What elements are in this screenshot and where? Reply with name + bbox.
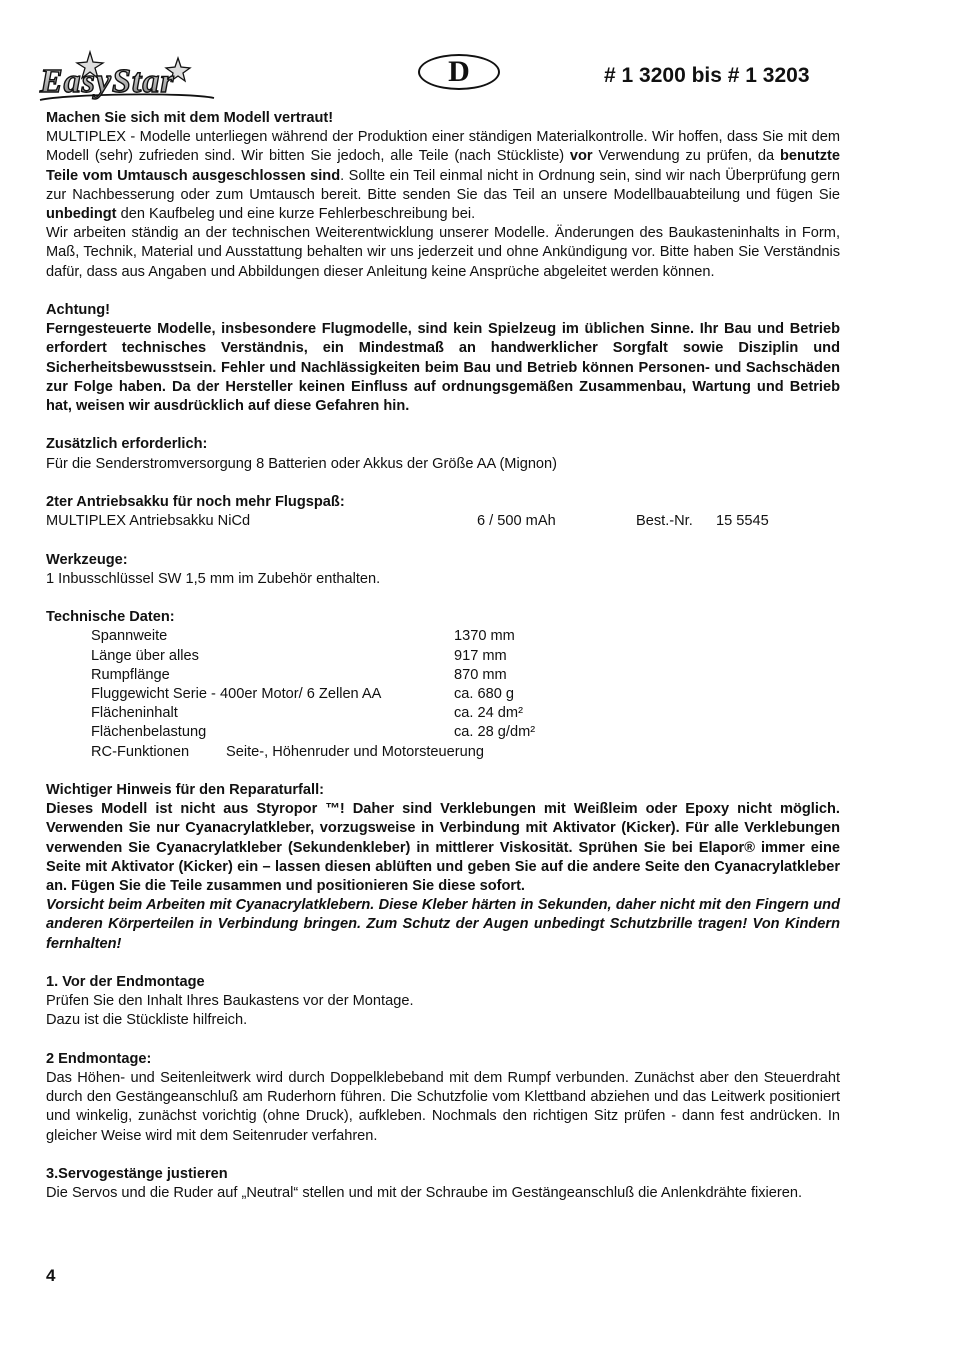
repair-text: Dieses Modell ist nicht aus Styropor ™! Daher sind Verklebungen mit Weißleim oder Epoxy nicht möglich. Verwenden Sie nur Cyanacrylatkleber, vorzugsweise in Verbindung mit Aktivator (Kicker). Für alle Verklebungen verwenden Sie Cyanacrylatkleber (Sekundenkleber) in mittlerer Viskosität. Sprühen Sie bei Elapor® immer eine Seite mit Aktivator (Kicker) ein – lassen diesen ablüften und geben Sie auf die andere Seite den Cyanacrylatkleber an. Fügen Sie die Teile zusammen und positionieren Sie diese sofort.: [46, 801, 840, 895]
spec-row: Spannweite 1370 mm: [91, 628, 515, 645]
repair-caution: Vorsicht beim Arbeiten mit Cyanacrylatklebern. Diese Kleber härten in Sekunden, daher nicht mit den Fingern und anderen Körperteilen in Verbindung bringen. Zum Schutz der Augen unbedingt Schutzbrille tragen! Von Kindern fernhalten!: [46, 897, 840, 952]
step1-heading: 1. Vor der Endmontage: [46, 974, 205, 991]
step3-heading: 3.Servogestänge justieren: [46, 1166, 228, 1183]
step3-text: Die Servos und die Ruder auf „Neutral“ stellen und mit der Schraube im Gestängeanschluß die Anlenkdrähte fixieren.: [46, 1185, 803, 1202]
page-header: [0, 0, 954, 110]
spec-row-rc: RC-Funktionen Seite-, Höhenruder und Motorsteuerung: [91, 743, 484, 760]
battery-heading: 2ter Antriebsakku für noch mehr Flugspaß:: [46, 494, 345, 511]
document-number: # 1 3200 bis # 1 3203: [604, 64, 810, 87]
easystar-logo: [36, 48, 218, 104]
intro-paragraph-1: MULTIPLEX - Modelle unterliegen während der Produktion einer ständigen Materialkontrolle. Wir hoffen, dass Sie mit dem Modell (sehr) zufrieden sind. Wir bitten Sie jedoch, alle Teile (nach Stückliste) vor Verwendung zu prüfen, da benutzte Teile vom Umtausch ausgeschlossen sind. Sollte ein Teil einmal nicht in Ordnung sein, sind wir nach Überprüfung gern zur Nachbesserung oder zum Umtausch bereit. Bitte senden Sie das Teil an unsere Modellbauabteilung und fügen Sie unbedingt den Kaufbeleg und eine kurze Fehlerbeschreibung bei.: [46, 129, 840, 223]
required-text: Für die Senderstromversorgung 8 Batterien oder Akkus der Größe AA (Mignon): [46, 455, 558, 472]
tools-text: 1 Inbusschlüssel SW 1,5 mm im Zubehör enthalten.: [46, 570, 381, 587]
page-content: [46, 109, 840, 1203]
intro-paragraph-2: Wir arbeiten ständig an der technischen Weiterentwicklung unserer Modelle. Änderungen des Baukasteninhalts in Form, Maß, Technik, Material und Ausstattung behalten wir uns jederzeit und ohne Ankündigung vor. Bitte haben Sie Verständnis dafür, dass aus Angaben und Abbildungen dieser Anleitung keine Ansprüche abgeleitet werden können.: [46, 225, 840, 280]
warning-text: Ferngesteuerte Modelle, insbesondere Flugmodelle, sind kein Spielzeug im üblichen Sinne. Ihr Bau und Betrieb erfordert technisches Verständnis, ein Mindestmaß an handwerklicher Sorgfalt sowie Disziplin und Sicherheitsbewusstsein. Fehler und Nachlässigkeiten beim Bau und Betrieb können Personen- und Sachschäden zur Folge haben. Da der Hersteller keinen Einfluss auf ordnungsgemäßen Zusammenbau, Wartung und Betrieb hat, weisen wir ausdrücklich auf diese Gefahren hin.: [46, 321, 840, 415]
order-number-label: Best.-Nr.: [636, 513, 693, 530]
order-number: 15 5545: [716, 513, 769, 530]
language-badge: D: [418, 54, 500, 90]
spec-row: Fluggewicht Serie - 400er Motor/ 6 Zellen AA ca. 680 g: [91, 686, 515, 703]
step1-line: Prüfen Sie den Inhalt Ihres Baukastens vor der Montage.: [46, 993, 414, 1010]
warning-heading: Achtung!: [46, 302, 111, 319]
svg-text:EasyStar: EasyStar: [40, 63, 175, 100]
battery-name: MULTIPLEX Antriebsakku NiCd: [46, 513, 251, 530]
step2-heading: 2 Endmontage:: [46, 1050, 152, 1067]
intro-heading: Machen Sie sich mit dem Modell vertraut!: [46, 110, 334, 126]
page-number: 4: [46, 1266, 56, 1285]
battery-row: [46, 512, 840, 531]
spec-row: Länge über alles 917 mm: [91, 647, 507, 664]
step2-text: Das Höhen- und Seitenleitwerk wird durch Doppelklebeband mit dem Rumpf verbunden. Zunächst aber den Steuerdraht durch den Gestängeanschluß am Ruderhorn führen. Die Schutzfolie vom Klettband abziehen und das Leitwerk positioniert und winkelig, zunächst vorichtig (ohne Druck), aufkleben. Nochmals den richtigen Sitz prüfen - dann fest andrücken. In gleicher Weise wird mit dem Seitenruder verfahren.: [46, 1070, 840, 1144]
tools-heading: Werkzeuge:: [46, 551, 128, 568]
spec-row: Rumpflänge 870 mm: [91, 666, 507, 683]
required-heading: Zusätzlich erforderlich:: [46, 436, 208, 453]
step1-line: Dazu ist die Stückliste hilfreich.: [46, 1012, 248, 1029]
tech-heading: Technische Daten:: [46, 609, 175, 626]
repair-heading: Wichtiger Hinweis für den Reparaturfall:: [46, 782, 325, 799]
spec-row: Flächenbelastung ca. 28 g/dm²: [91, 724, 536, 741]
spec-row: Flächeninhalt ca. 24 dm²: [91, 705, 523, 722]
battery-capacity: 6 / 500 mAh: [477, 513, 556, 530]
